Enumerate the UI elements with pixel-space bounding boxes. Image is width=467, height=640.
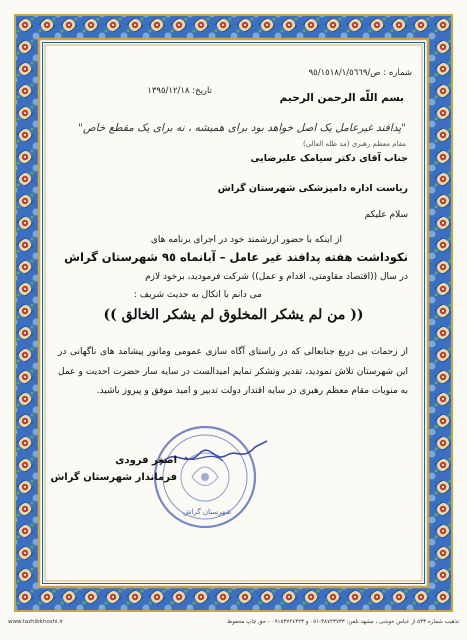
- greeting: سلام علیکم: [364, 210, 408, 220]
- basmala: بسم اللّه الرحمن الرحیم: [279, 92, 404, 104]
- footer: [8, 619, 459, 625]
- letter-date: تاریخ: ١٣٩٥/١٢/١٨: [147, 86, 212, 96]
- intro-line: از اینکه با حضور ارزشمند خود در اجرای برنامه های: [150, 235, 342, 245]
- signatory-title: فرماندار شهرستان گراش: [50, 472, 177, 483]
- event-title: نکوداشت هفته پدافند غیر عامل – آبانماه ٩٥ شهرستان گراش: [64, 250, 408, 264]
- recipient-title: ریاست اداره دامپزشکی شهرستان گراش: [217, 183, 408, 194]
- body-line-3: می دانم با اتکال به حدیث شریف :: [133, 290, 262, 300]
- hadith: (( من لم یشکر المخلوق لم یشکر الخالق )): [103, 307, 364, 323]
- print-info: تذهیب شماره ٥٣٣ از عباس خوشی ، مشهد تلفن: ٣٨٧٢٣٧٣٣-٠٥١ و ٠٩١٥٣٧٢٤٣٢٣ - حق چاپ محفوظ: [227, 619, 459, 625]
- letter-content: [50, 62, 412, 592]
- body-line-2: در سال ((اقتصاد مقاومتی، اقدام و عمل)) شرکت فرمودید، برخود لازم: [145, 272, 408, 282]
- leader-quote: "پدافند غیرعامل یک اصل خواهد بود برای همیشه ، نه برای یک مقطع خاص": [78, 122, 406, 134]
- stamp-text: شهرستان گراش: [183, 508, 232, 516]
- recipient-name: جناب آقای دکتر سیامک علیرضایی: [250, 153, 408, 164]
- website-link[interactable]: www.tazhibkhoshi.ir: [8, 619, 64, 625]
- body-paragraph: از زحمات بی دریغ جنابعالی که در راستای آگاه سازی عمومی ومانور پیشامد های ناگهانی در این شهرستان تلاش نمودید، تقدیر وتشکر نمایم امیدالست در سایه سار حضرت احدیت و عمل به منویات مقام معظم رهبری در سایه اقتدار دولت تدبیر و امید موفق و پیروز باشید.: [58, 347, 408, 396]
- quote-source: مقام معظم رهبری (مد ظله العالی): [302, 140, 406, 148]
- signatory-name: اصغر فرودی: [115, 455, 177, 466]
- letter-number: شماره : ص/٩٥/١٥١٨/١/٥٦٦٩: [308, 68, 412, 78]
